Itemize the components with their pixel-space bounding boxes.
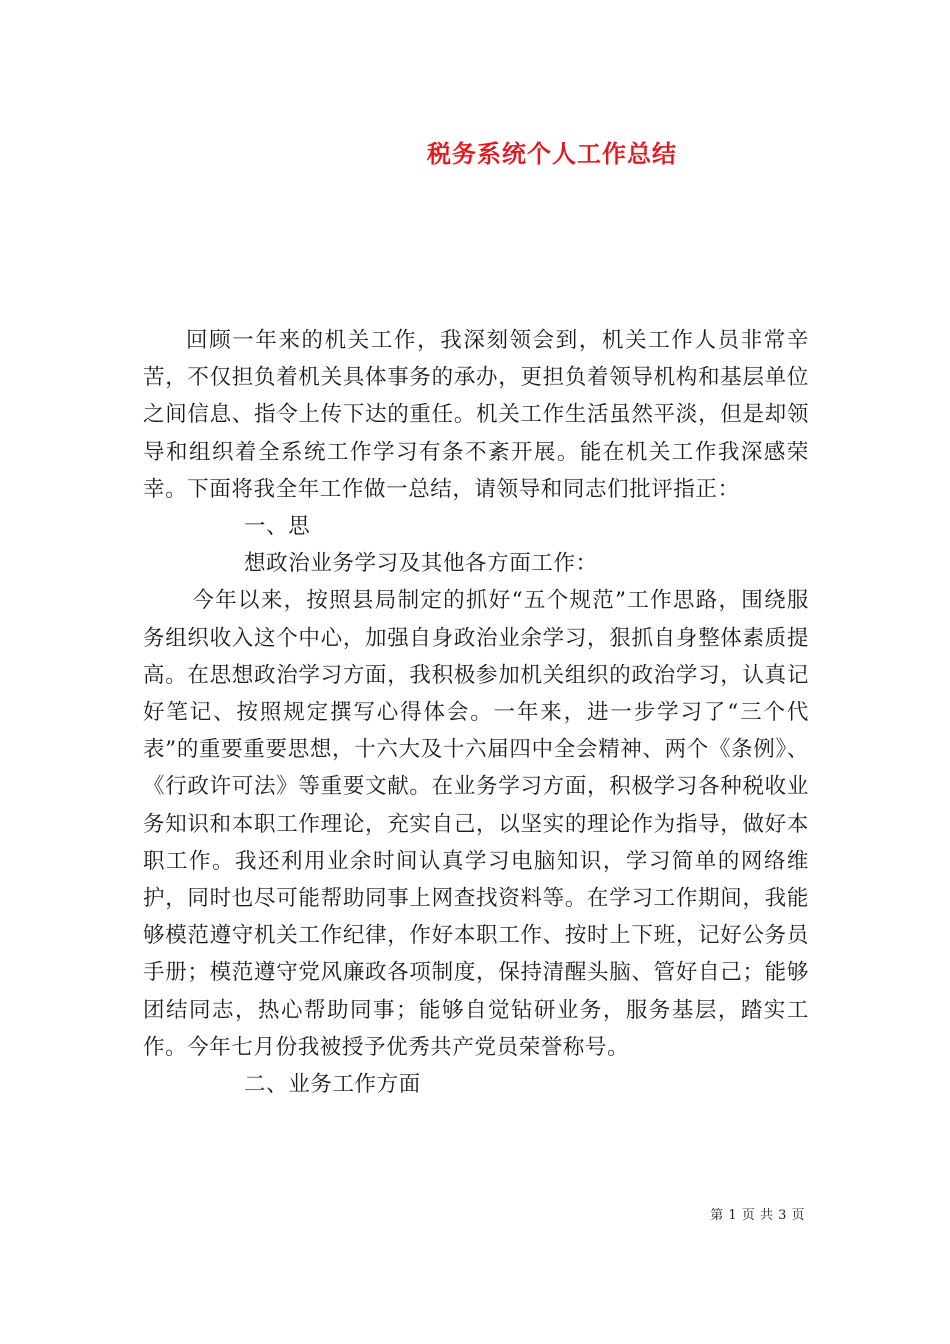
- document-title: 税务系统个人工作总结: [427, 140, 677, 168]
- section-heading-1-continued: 想政治业务学习及其他各方面工作：: [244, 551, 598, 577]
- page-number: 第 1 页 共 3 页: [710, 1208, 805, 1223]
- intro-paragraph: 回顾一年来的机关工作，我深刻领会到，机关工作人员非常辛苦，不仅担负着机关具体事务的承办，更担负着领导机构和基层单位之间信息、指令上传下达的重任。机关工作生活虽然平淡，但是却领导和组织着全系统工作学习有条不紊开展。能在机关工作我深感荣幸。下面将我全年工作做一总结，请领导和同志们批评指正：: [143, 328, 809, 502]
- section-heading-1: 一、思: [244, 514, 311, 540]
- document-body: [143, 322, 809, 1103]
- section-1-paragraph: 今年以来，按照县局制定的抓好“五个规范”工作思路，围绕服务组织收入这个中心，加强自身政治业余学习，狠抓自身整体素质提高。在思想政治学习方面，我积极参加机关组织的政治学习，认真记好笔记、按照规定撰写心得体会。一年来，进一步学习了“三个代表”的重要重要思想，十六大及十六届四中全会精神、两个《条例》、《行政许可法》等重要文献。在业务学习方面，积极学习各种税收业务知识和本职工作理论，充实自己，以坚实的理论作为指导，做好本职工作。我还利用业余时间认真学习电脑知识，学习简单的网络维护，同时也尽可能帮助同事上网查找资料等。在学习工作期间，我能够模范遵守机关工作纪律，作好本职工作、按时上下班，记好公务员手册；模范遵守党风廉政各项制度，保持清醒头脑、管好自己；能够团结同志，热心帮助同事；能够自觉钻研业务，服务基层，踏实工作。今年七月份我被授予优秀共产党员荣誉称号。: [143, 588, 809, 1060]
- section-heading-2: 二、业务工作方面: [244, 1072, 421, 1098]
